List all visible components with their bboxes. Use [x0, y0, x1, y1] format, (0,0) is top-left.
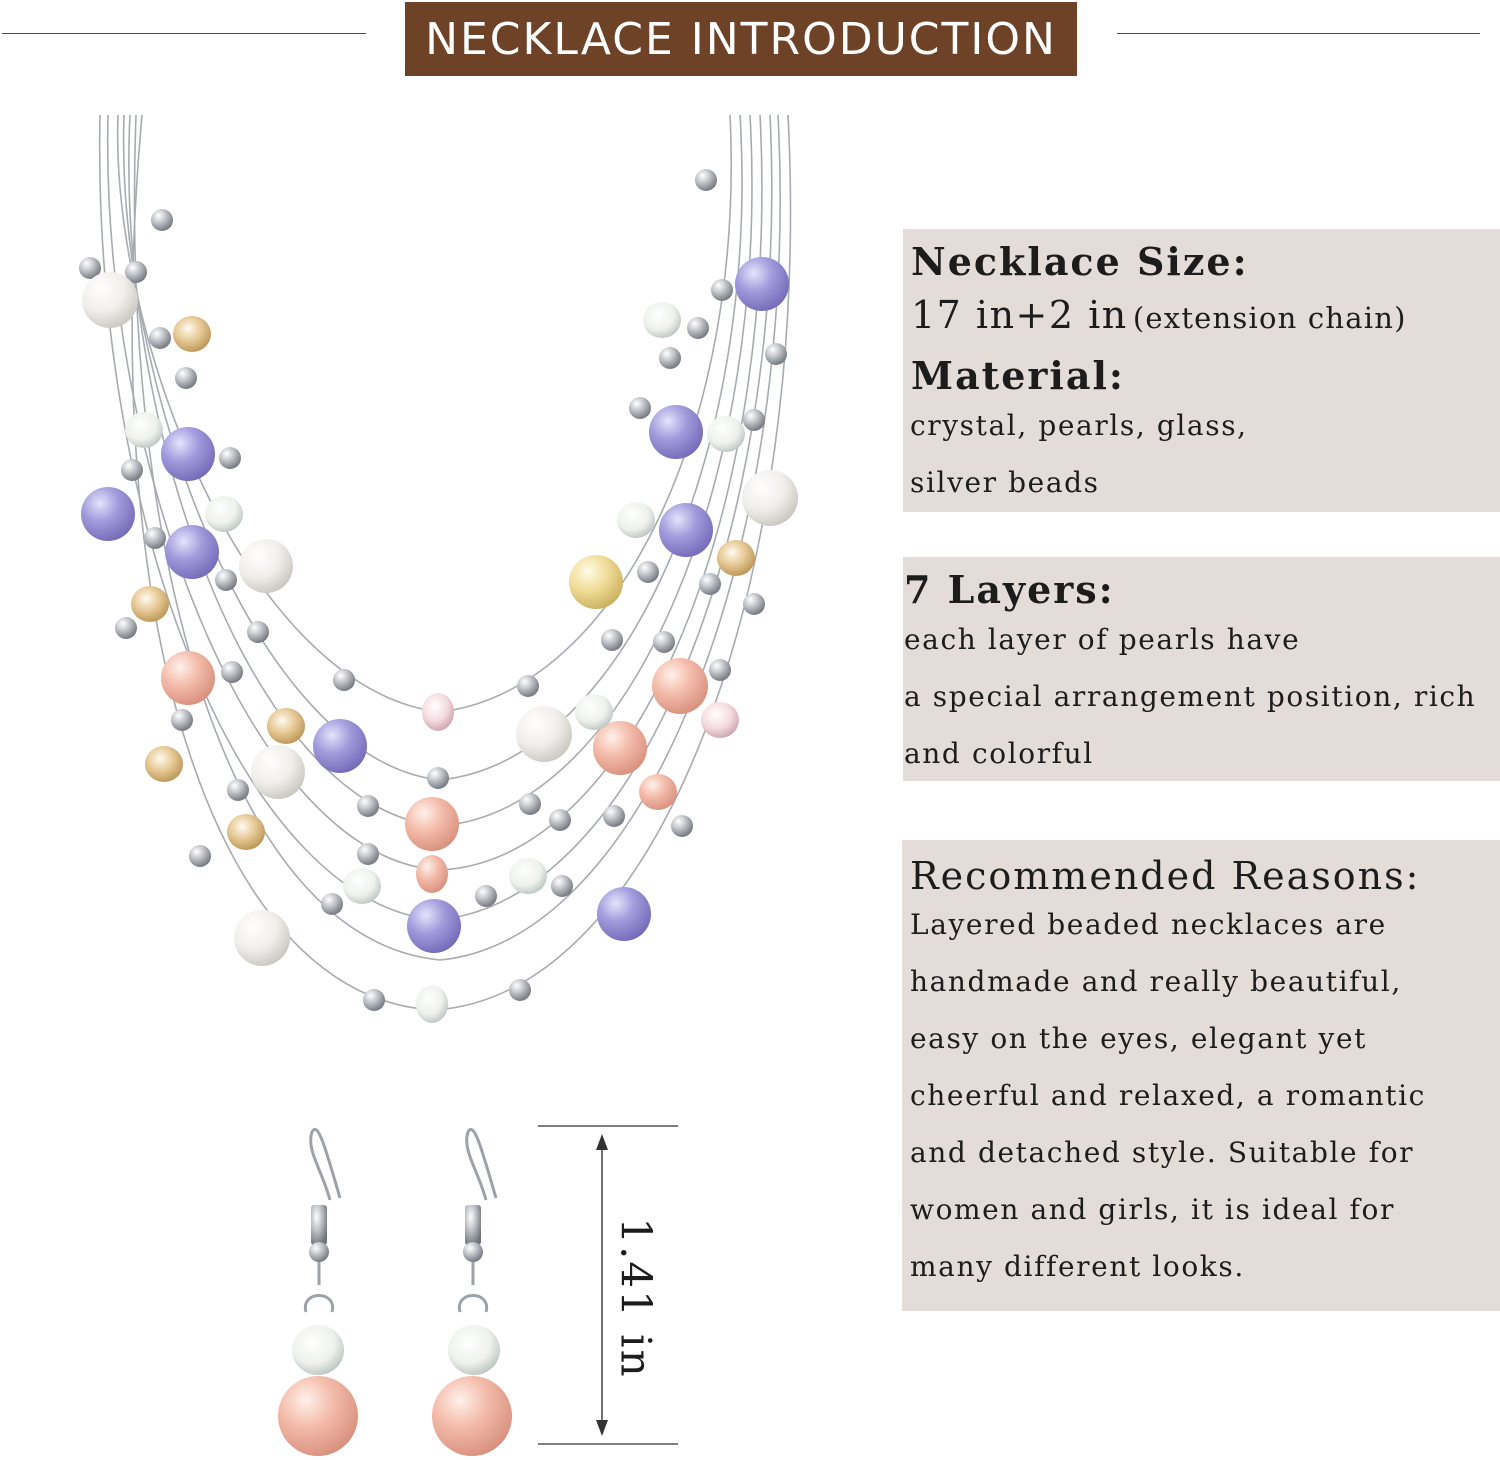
size-line [911, 293, 1407, 337]
size-note: (extension chain) [1132, 301, 1407, 335]
material-heading: Material: [911, 353, 1125, 398]
reasons-line-5: and detached style. Suitable for [910, 1136, 1415, 1169]
size-heading: Necklace Size: [911, 239, 1249, 284]
layers-heading: 7 Layers: [904, 567, 1115, 612]
reasons-line-1: Layered beaded necklaces are [910, 908, 1387, 941]
strand-7 [132, 115, 790, 1010]
earring-left [278, 1129, 358, 1456]
reasons-line-4: cheerful and relaxed, a romantic [910, 1079, 1426, 1112]
necklace-beads [79, 169, 798, 1023]
layers-panel [903, 557, 1500, 781]
reasons-line-3: easy on the eyes, elegant yet [910, 1022, 1367, 1055]
strand-2 [124, 115, 742, 780]
banner-title: NECKLACE INTRODUCTION [425, 13, 1057, 65]
size-material-panel [903, 229, 1500, 512]
earring-right [432, 1129, 512, 1456]
layers-line-1: each layer of pearls have [904, 623, 1301, 656]
layers-line-3: and colorful [904, 737, 1094, 770]
header-rule-right [1117, 33, 1480, 34]
reasons-line-7: many different looks. [910, 1250, 1245, 1283]
size-value: 17 in+2 in [911, 293, 1128, 337]
reasons-line-2: handmade and really beautiful, [910, 965, 1402, 998]
material-line-1: crystal, pearls, glass, [910, 409, 1248, 442]
reasons-line-6: women and girls, it is ideal for [910, 1193, 1395, 1226]
reasons-heading: Recommended Reasons: [910, 854, 1421, 898]
layers-line-2: a special arrangement position, rich [904, 680, 1477, 713]
earring-length-label: 1.41 in [611, 1217, 661, 1379]
material-line-2: silver beads [910, 466, 1100, 499]
reasons-panel [902, 840, 1500, 1311]
